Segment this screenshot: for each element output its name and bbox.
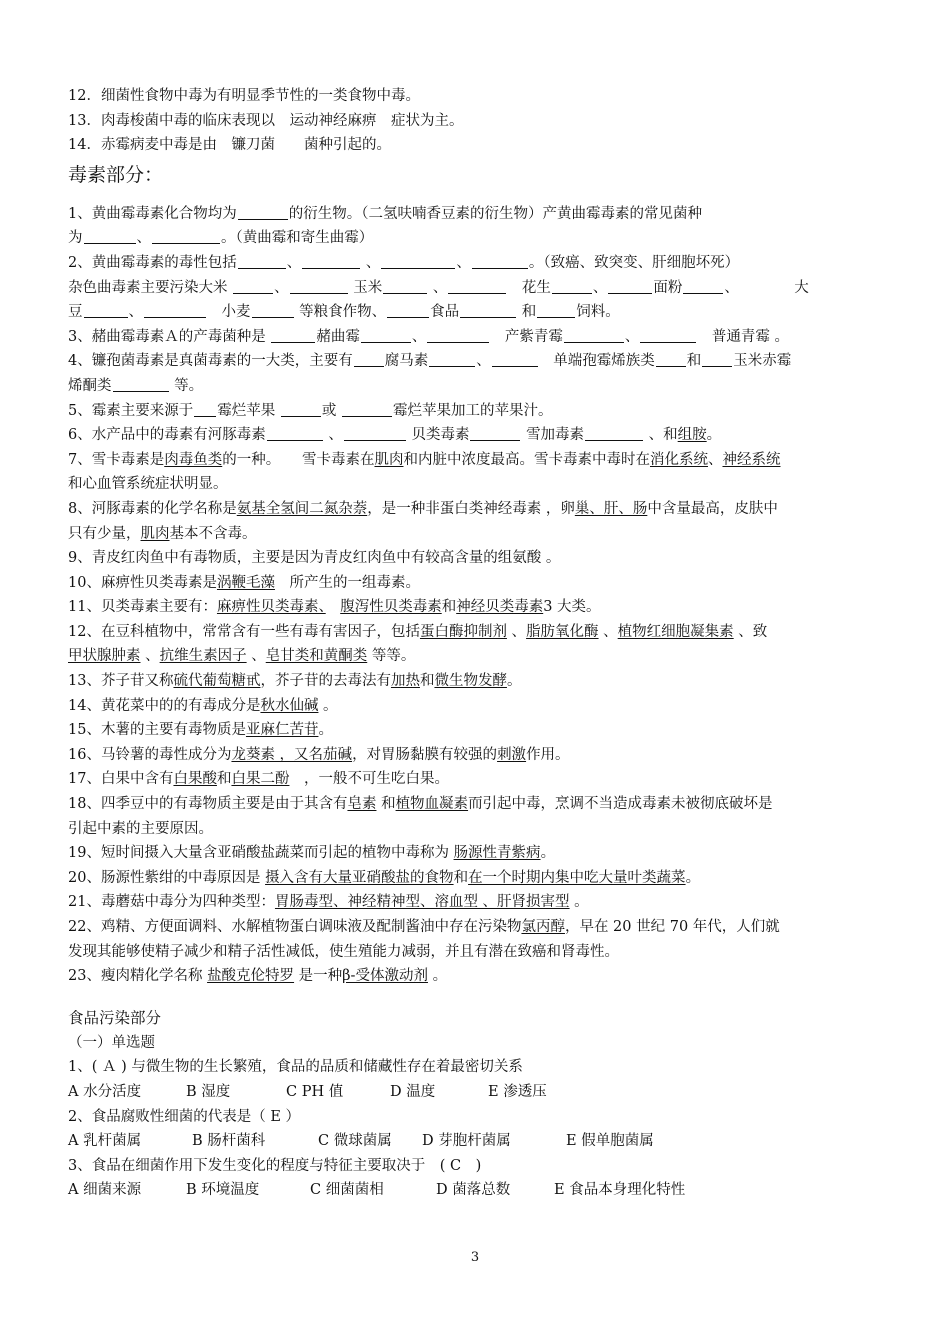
toxin-item-18-cont: 引起中素的主要原因。 bbox=[68, 820, 213, 837]
toxin-item-5: 5、霉素主要来源于 霉烂苹果 或 霉烂苹果加工的苹果汁。 bbox=[68, 402, 553, 419]
question-3: 3、食品在细菌作用下发生变化的程度与特征主要取决于 ( C ) bbox=[68, 1157, 482, 1174]
toxin-item-19: 19、短时间摄入大量含亚硝酸盐蔬菜而引起的植物中毒称为 肠源性青紫病。 bbox=[68, 845, 556, 862]
toxin-item-2: 2、黄曲霉毒素的毒性包括 、 、 、 。（致癌、致突变、肝细胞坏死） bbox=[68, 254, 740, 271]
toxin-item-21: 21、毒蘑菇中毒分为四种类型：胃肠毒型、神经精神型、溶血型 、肝肾损害型 。 bbox=[68, 894, 589, 911]
toxin-item-17: 17、白果中含有白果酸和白果二酚 ，一般不可生吃白果。 bbox=[68, 771, 449, 788]
question-3-options: A 细菌来源 B 环境温度 C 细菌菌相 D 菌落总数 E 食品本身理化特性 bbox=[68, 1182, 686, 1199]
question-2: 2、食品腐败性细菌的代表是（ E ） bbox=[68, 1108, 301, 1125]
food-contamination-heading: 食品污染部分 bbox=[68, 1008, 162, 1027]
toxin-section-heading: 毒素部分： bbox=[68, 163, 164, 186]
toxin-item-1-cont: 为 、 。（黄曲霉和寄生曲霉） bbox=[68, 230, 374, 247]
toxin-item-1: 1、黄曲霉毒素化合物均为 的衍生物。（二氢呋喃香豆素的衍生物）产黄曲霉毒素的常见菌种 bbox=[68, 205, 702, 222]
question-1-options: A 水分活度 B 湿度 C PH 值 D 温度 E 渗透压 bbox=[68, 1083, 547, 1100]
toxin-item-18: 18、四季豆中的有毒物质主要是由于其含有皂素 和植物血凝素而引起中毒，烹调不当造成毒素未被彻底破坏是 bbox=[68, 796, 773, 813]
question-1: 1、( Ａ ) 与微生物的生长繁殖，食品的品质和储藏性存在着最密切关系 bbox=[68, 1059, 523, 1076]
toxin-item-2-cont2: 豆 、 小麦 等粮食作物、 食品 和 饲料。 bbox=[68, 304, 620, 321]
toxin-item-11: 11、贝类毒素主要有：麻痹性贝类毒素、 腹泻性贝类毒素和神经贝类毒素3 大类。 bbox=[68, 599, 601, 616]
toxin-item-6: 6、水产品中的毒素有河豚毒素 、 贝类毒素 雪加毒素 、和组胺。 bbox=[68, 427, 722, 444]
single-choice-heading: （一）单选题 bbox=[68, 1034, 155, 1051]
toxin-item-3: 3、赭曲霉毒素Ａ的产毒菌种是 赭曲霉 、 产紫青霉 、 普通青霉 。 bbox=[68, 328, 789, 345]
toxin-item-8: 8、河豚毒素的化学名称是氨基全氢间二氮杂萘，是一种非蛋白类神经毒素 ，卵巢、肝、肠中含量最高，皮肤中 bbox=[68, 500, 778, 517]
toxin-item-12: 12、在豆科植物中，常常含有一些有毒有害因子，包括蛋白酶抑制剂 、脂肪氧化酶 、植物红细胞凝集素 、致 bbox=[68, 623, 768, 640]
toxin-item-9: 9、青皮红肉鱼中有毒物质，主要是因为青皮红肉鱼中有较高含量的组氨酸 。 bbox=[68, 550, 561, 567]
toxin-item-10: 10、麻痹性贝类毒素是涡鞭毛藻 所产生的一组毒素。 bbox=[68, 574, 420, 591]
toxin-item-8-cont: 只有少量，肌肉基本不含毒。 bbox=[68, 525, 257, 542]
toxin-item-14: 14、黄花菜中的的有毒成分是秋水仙碱 。 bbox=[68, 697, 338, 714]
page-number: 3 bbox=[470, 1250, 480, 1265]
toxin-item-22-cont: 发现其能够使精子减少和精子活性减低，使生殖能力减弱，并且有潜在致癌和肾毒性。 bbox=[68, 943, 619, 960]
toxin-item-20: 20、肠源性紫绀的中毒原因是 摄入含有大量亚硝酸盐的食物和在一个时期内集中吃大量叶类蔬菜。 bbox=[68, 869, 701, 886]
toxin-item-4: 4、镰孢菌毒素是真菌毒素的一大类，主要有 腐马素 、 单端孢霉烯族类 和 玉米赤霉 bbox=[68, 353, 792, 370]
toxin-item-15: 15、木薯的主要有毒物质是亚麻仁苦苷。 bbox=[68, 722, 333, 739]
toxin-item-7-cont: 和心血管系统症状明显。 bbox=[68, 476, 228, 493]
toxin-item-12-cont: 甲状腺肿素 、抗维生素因子 、皂甘类和黄酮类 等等。 bbox=[68, 648, 416, 665]
item-14: 14．赤霉病麦中毒是由 镰刀菌 菌种引起的。 bbox=[68, 137, 391, 154]
question-2-options: A 乳杆菌属 B 肠杆菌科 C 微球菌属 D 芽胞杆菌属 E 假单胞菌属 bbox=[68, 1133, 654, 1150]
item-12: 12．细菌性食物中毒为有明显季节性的一类食物中毒。 bbox=[68, 88, 420, 104]
toxin-item-7: 7、雪卡毒素是肉毒鱼类的一种。 雪卡毒素在肌肉和内脏中浓度最高。雪卡毒素中毒时在消化系统、神经系统 bbox=[68, 451, 781, 468]
toxin-item-13: 13、芥子苷又称硫代葡萄糖甙，芥子苷的去毒法有加热和微生物发酵。 bbox=[68, 673, 522, 690]
toxin-item-4-cont: 烯酮类 等。 bbox=[68, 377, 204, 394]
toxin-item-2-cont: 杂色曲毒素主要污染大米 、 玉米 、 花生 、 面粉 、 大 bbox=[68, 279, 809, 296]
item-13: 13．肉毒梭菌中毒的临床表现以 运动神经麻痹 症状为主。 bbox=[68, 112, 464, 129]
toxin-item-23: 23、瘦肉精化学名称 盐酸克伦特罗 是一种β-受体激动剂 。 bbox=[68, 968, 448, 985]
toxin-item-16: 16、马铃薯的毒性成分为龙葵素 ，又名茄碱，对胃肠黏膜有较强的刺激作用。 bbox=[68, 746, 570, 763]
toxin-item-22: 22、鸡精、方便面调料、水解植物蛋白调味液及配制酱油中存在污染物氯丙醇，早在 20 世纪 70 年代，人们就 bbox=[68, 919, 780, 935]
